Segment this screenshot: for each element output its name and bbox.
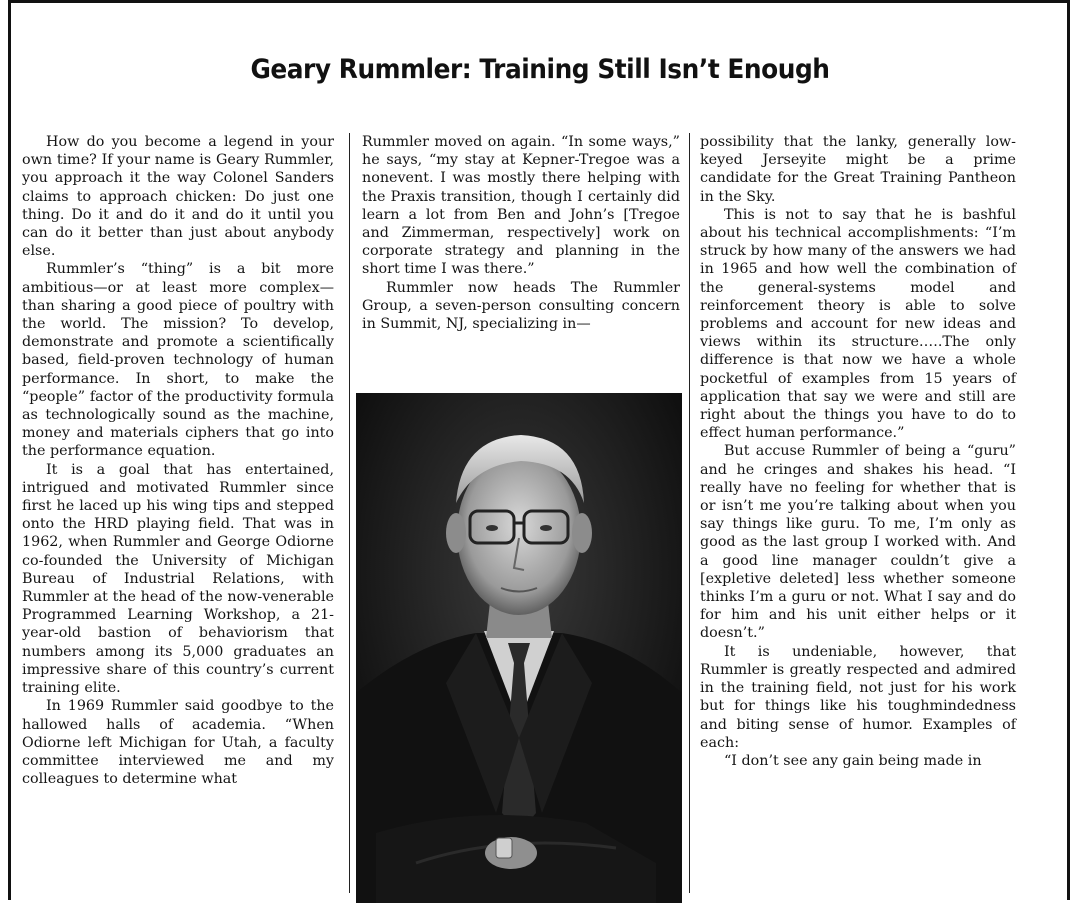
paragraph: This is not to say that he is bashful about his technical accomplishments: “I’m struck by how many of the answers we had in 1965 and how well the combination of the general-systems model and reinforcement theory is able to solve problems and account for new ideas and views within its structure.….The only difference is that now we have a whole pocketful of examples from 15 years of application that say we were and still are right about the things you have to do to effect human performance.” [700,206,1016,442]
paragraph: Rummler moved on again. “In some ways,” he says, “my stay at Kepner-Tregoe was a nonevent. I was mostly there helping with the Praxis transition, though I certainly did learn a lot from Ben and John’s [Tregoe and Zimmerman, respectively] work on corporate strategy and planning in the short time I was there.” [362,134,680,278]
column-rule-left [349,133,350,893]
paragraph: But accuse Rummler of being a “guru” and he cringes and shakes his head. “I really have no feeling for whether that is or isn’t me you’re talking about when you say things like guru. To me, I’m only as good as the last group I worked with. And a good line manager couldn’t give a [expletive deleted] less whether someone thinks I’m a guru or not. What I say and do for him and his unit either helps or it doesn’t.” [700,443,1016,642]
article-title: Geary Rummler: Training Still Isn’t Enough [250,54,830,85]
column-2 [362,133,680,333]
column-3 [700,133,1016,770]
paragraph: Rummler’s “thing” is a bit more ambitious—or at least more complex—than sharing a good piece of poultry with the world. The mission? To develop, demonstrate and promote a scientifically based, field-proven technology of human performance. In short, to make the “people” factor of the productivity formula as technologically sound as the machine, money and materials ciphers that go into the performance equation. [22,261,334,460]
paragraph: It is undeniable, however, that Rummler is greatly respected and admired in the training field, not just for his work but for things like his toughmindedness and biting sense of humor. Examples of each: [700,643,1016,751]
paragraph: It is a goal that has entertained, intrigued and motivated Rummler since first he laced up his wing tips and stepped onto the HRD playing field. That was in 1962, when Rummler and George Odiorne co-founded the University of Michigan Bureau of Industrial Relations, with Rummler at the head of the now-venerable Programmed Learning Workshop, a 21-year-old bastion of behaviorism that numbers among its 5,000 graduates an impressive share of this country’s current training elite. [22,461,334,697]
column-1 [22,133,334,788]
portrait-photo [356,393,682,903]
paragraph: How do you become a legend in your own time? If your name is Geary Rummler, you approach it the way Colonel Sanders claims to approach chicken: Do just one thing. Do it and do it and do it until you can do it better than just about anybody else. [22,134,334,260]
paragraph: “I don’t see any gain being made in [724,752,982,769]
paragraph: Rummler now heads The Rummler Group, a seven-person consulting concern in Summit, NJ, specializing in— [362,279,680,333]
column-rule-right [689,133,690,893]
paragraph: In 1969 Rummler said goodbye to the hallowed halls of academia. “When Odiorne left Michigan for Utah, a faculty committee interviewed me and my colleagues to determine what [22,698,334,788]
portrait-image [356,393,682,903]
paragraph: possibility that the lanky, generally low-keyed Jerseyite might be a prime candidate for the Great Training Pantheon in the Sky. [700,134,1016,205]
